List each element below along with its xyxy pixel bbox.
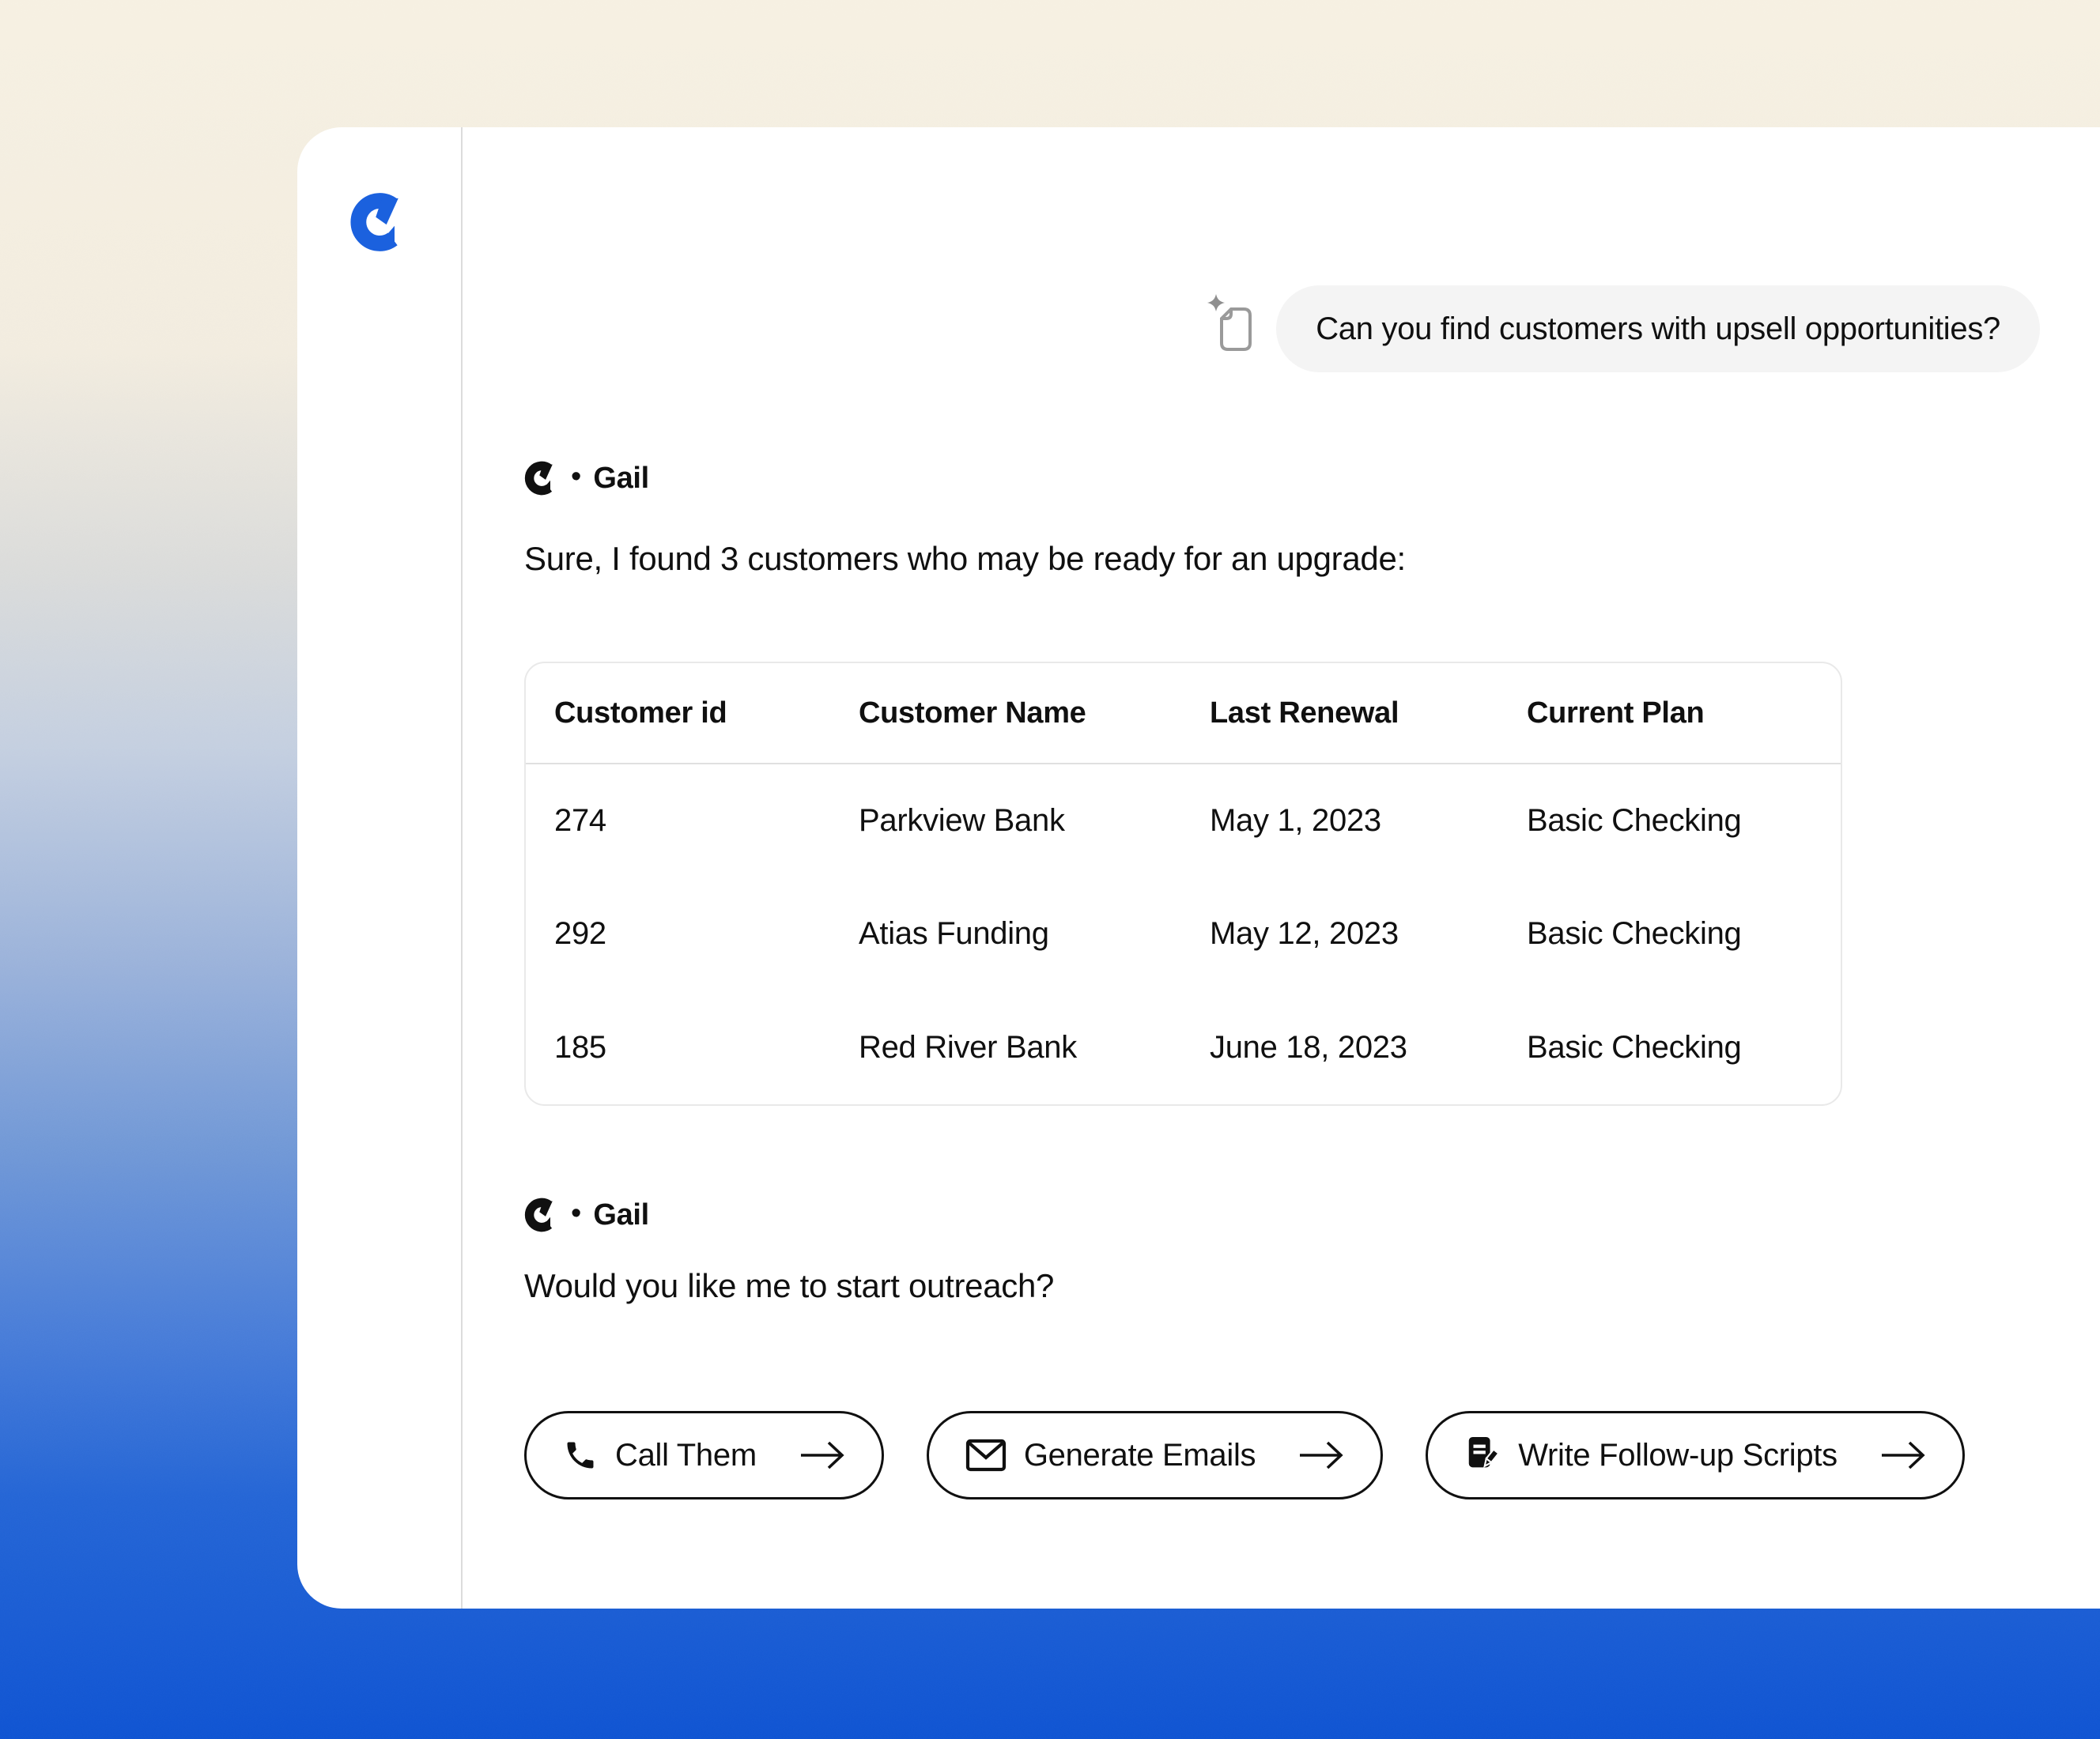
- cell-customer-name: Atias Funding: [859, 916, 1049, 952]
- separator-dot: •: [571, 1197, 582, 1230]
- table-row: [526, 877, 1841, 990]
- column-header-customer-name: Customer Name: [859, 696, 1086, 730]
- cell-customer-id: 274: [554, 803, 606, 839]
- cell-current-plan: Basic Checking: [1527, 1029, 1742, 1065]
- customers-table: [524, 662, 1842, 1106]
- table-row: [526, 991, 1841, 1104]
- cell-customer-id: 185: [554, 1029, 606, 1065]
- assistant-intro-text: Sure, I found 3 customers who may be ready for an upgrade:: [524, 540, 1406, 577]
- button-label: Write Follow-up Scripts: [1518, 1437, 1837, 1473]
- column-header-customer-id: Customer id: [554, 696, 727, 730]
- write-follow-up-scripts-button[interactable]: [1426, 1411, 1965, 1499]
- chat-card: [297, 127, 2100, 1609]
- gail-logo-icon: [524, 461, 559, 496]
- assistant-header: [524, 1196, 649, 1234]
- cell-last-renewal: June 18, 2023: [1210, 1029, 1407, 1065]
- assistant-name: Gail: [593, 461, 649, 495]
- chat-area: [524, 127, 2040, 1609]
- column-header-last-renewal: Last Renewal: [1210, 696, 1399, 730]
- assistant-header: [524, 459, 649, 497]
- column-header-current-plan: Current Plan: [1527, 696, 1705, 730]
- generate-emails-button[interactable]: [927, 1411, 1383, 1499]
- button-label: Call Them: [615, 1437, 757, 1473]
- cell-current-plan: Basic Checking: [1527, 803, 1742, 839]
- action-buttons-row: [524, 1411, 1965, 1499]
- user-message-row: [1207, 285, 2040, 372]
- phone-icon: [563, 1438, 598, 1473]
- cell-customer-name: Parkview Bank: [859, 803, 1065, 839]
- sidebar-rail: [297, 127, 463, 1609]
- cell-customer-id: 292: [554, 916, 606, 952]
- script-icon: [1464, 1435, 1501, 1475]
- button-label: Generate Emails: [1023, 1437, 1256, 1473]
- brand-logo-icon: [349, 192, 410, 252]
- envelope-icon: [965, 1439, 1007, 1472]
- separator-dot: •: [571, 460, 582, 493]
- table-header-row: [526, 663, 1841, 764]
- cell-last-renewal: May 12, 2023: [1210, 916, 1399, 952]
- cell-current-plan: Basic Checking: [1527, 916, 1742, 952]
- sparkle-document-icon: [1207, 293, 1256, 352]
- gail-logo-icon: [524, 1198, 559, 1232]
- table-body: [526, 764, 1841, 1104]
- cell-customer-name: Red River Bank: [859, 1029, 1077, 1065]
- assistant-question-text: Would you like me to start outreach?: [524, 1267, 1055, 1304]
- table-row: [526, 764, 1841, 877]
- user-message-bubble: Can you find customers with upsell opportunities?: [1276, 285, 2040, 372]
- assistant-name: Gail: [593, 1198, 649, 1232]
- call-them-button[interactable]: [524, 1411, 884, 1499]
- cell-last-renewal: May 1, 2023: [1210, 803, 1381, 839]
- arrow-right-icon: [1298, 1439, 1344, 1471]
- arrow-right-icon: [799, 1439, 845, 1471]
- arrow-right-icon: [1880, 1439, 1926, 1471]
